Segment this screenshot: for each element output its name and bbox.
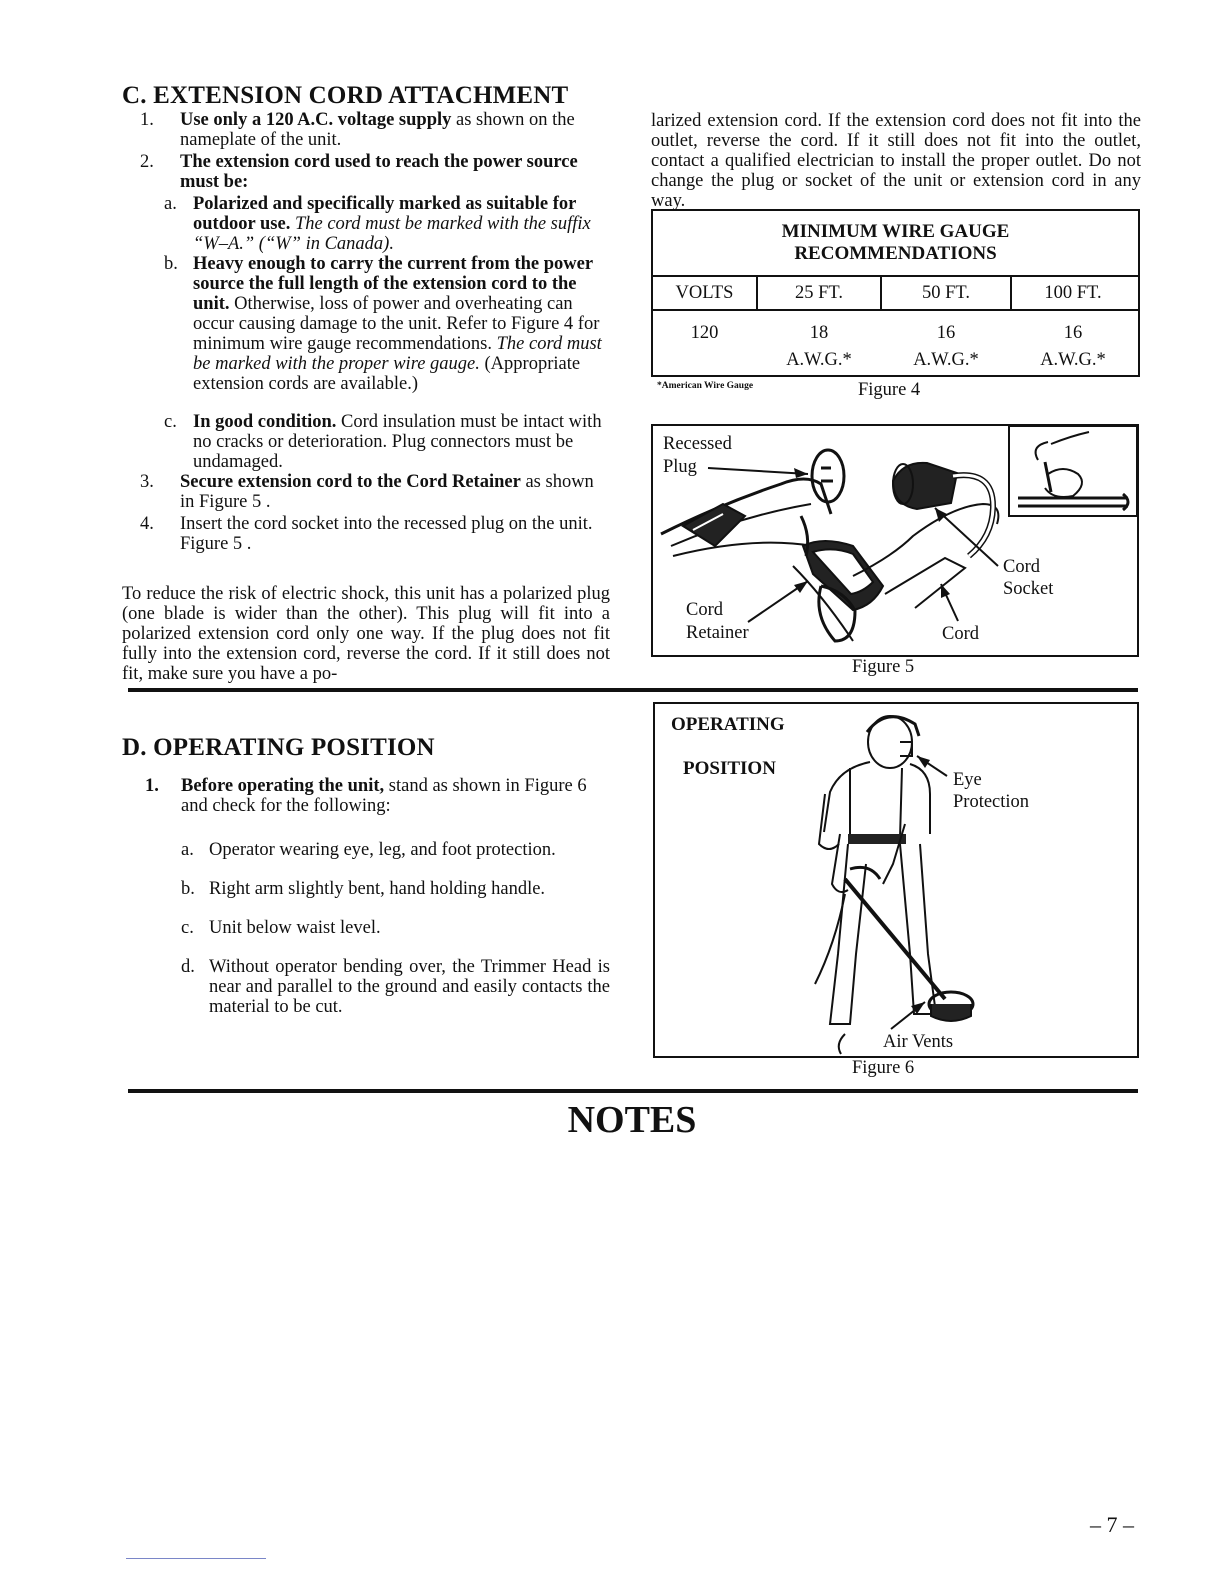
item-bold: Use only a 120 A.C. voltage supply bbox=[180, 110, 452, 130]
polarized-plug-paragraph: To reduce the risk of electric shock, this unit has a polarized plug (one blade is wider than the other). This plug will fit into a polarized extension cord only one way. If the plug does not fit fully into the extension cord, reverse the cord. If it still does not fit, make sure you have a po- bbox=[122, 584, 610, 684]
item-number: 3. bbox=[140, 472, 154, 492]
item-bold: Polarized and specifically marked as suitable for outdoor use. bbox=[193, 194, 576, 234]
item-bold: In good condition. bbox=[193, 412, 337, 432]
list-item bbox=[145, 879, 610, 918]
item-plain: Cord insulation must be intact with no cracks or deterioration. Plug connectors must be undamaged. bbox=[193, 412, 602, 472]
table-footnote: *American Wire Gauge bbox=[657, 381, 754, 391]
item-number: 1. bbox=[140, 110, 154, 130]
wire-gauge-table bbox=[651, 209, 1140, 377]
list-item bbox=[145, 776, 610, 840]
figure6-box bbox=[653, 702, 1139, 1058]
item-text bbox=[180, 472, 610, 512]
label-air-vents: Air Vents bbox=[883, 1032, 954, 1052]
table-title-line1: MINIMUM WIRE GAUGE bbox=[781, 221, 1010, 242]
label-cord-socket-1: Cord bbox=[1003, 557, 1040, 577]
item-text bbox=[193, 412, 610, 472]
list-item bbox=[140, 412, 610, 472]
item-number: 4. bbox=[140, 514, 154, 534]
item-bold: Before operating the unit, bbox=[181, 776, 385, 796]
label-cord: Cord bbox=[942, 624, 979, 644]
notes-divider bbox=[128, 1089, 1138, 1093]
list-item bbox=[140, 110, 610, 152]
list-item bbox=[140, 194, 610, 254]
item-letter: d. bbox=[181, 957, 195, 977]
item-plain: Otherwise, loss of power and overheating can occur causing damage to the unit. Refer to Figure 4 for minimum wire gauge recommendations. bbox=[193, 294, 600, 354]
cell-100ft-unit: A.W.G.* bbox=[1040, 350, 1106, 370]
item-text bbox=[180, 110, 610, 150]
section-d-heading: D. OPERATING POSITION bbox=[122, 734, 435, 761]
label-plug: Plug bbox=[663, 457, 697, 477]
list-item bbox=[140, 152, 610, 194]
item-plain: stand as shown in Figure 6 and check for the following: bbox=[181, 776, 587, 816]
item-bold: Heavy enough to carry the current from the power source the full length of the extension cord to the unit. bbox=[193, 254, 593, 314]
item-text bbox=[193, 254, 610, 394]
header-50ft: 50 FT. bbox=[882, 277, 1012, 309]
label-recessed: Recessed bbox=[663, 434, 732, 454]
list-item bbox=[140, 254, 610, 412]
cell-50ft-unit: A.W.G.* bbox=[913, 350, 979, 370]
section-c-list bbox=[140, 110, 610, 556]
item-plain: Right arm slightly bent, hand holding handle. bbox=[209, 879, 546, 899]
item-letter: a. bbox=[164, 194, 177, 214]
operator-illustration bbox=[655, 704, 1137, 1056]
footer-line bbox=[126, 1558, 266, 1559]
header-25ft: 25 FT. bbox=[758, 277, 882, 309]
figure6-title-line2: POSITION bbox=[683, 758, 776, 779]
header-volts: VOLTS bbox=[653, 277, 758, 309]
item-italic: The cord must be marked with the proper wire gauge. bbox=[193, 334, 602, 374]
item-plain: Operator wearing eye, leg, and foot protection. bbox=[209, 840, 556, 860]
item-plain: (Appropriate extension cords are available.) bbox=[193, 354, 581, 394]
item-plain: Without operator bending over, the Trimmer Head is near and parallel to the ground and easily contacts the material to be cut. bbox=[209, 957, 610, 1017]
item-number: 1. bbox=[145, 776, 159, 796]
list-item bbox=[145, 957, 610, 1021]
item-letter: b. bbox=[164, 254, 178, 274]
table-title-line2: RECOMMENDATIONS bbox=[794, 243, 997, 264]
item-italic: The cord must be marked with the suffix “W–A.” (“W” in Canada). bbox=[193, 214, 591, 254]
cell-25ft-value: 18 bbox=[809, 323, 829, 343]
item-plain: Unit below waist level. bbox=[209, 918, 381, 938]
item-text bbox=[181, 776, 610, 816]
label-eye: Eye bbox=[953, 770, 982, 790]
item-number: 2. bbox=[140, 152, 154, 172]
item-bold: The extension cord used to reach the power source must be: bbox=[180, 152, 578, 192]
item-letter: b. bbox=[181, 879, 195, 899]
cell-100ft-value: 16 bbox=[1063, 323, 1083, 343]
figure6-title-line1: OPERATING bbox=[671, 714, 785, 735]
item-plain: Insert the cord socket into the recessed plug on the unit. Figure 5 . bbox=[180, 514, 593, 554]
figure5-box bbox=[651, 424, 1139, 657]
cell-volts: 120 bbox=[690, 323, 719, 343]
polarized-continuation-paragraph: larized extension cord. If the extension cord does not fit into the outlet, reverse the cord. If it still does not fit into the outlet, contact a qualified electrician to install the proper outlet. Do not change the plug or socket of the unit or extension cord in any way. bbox=[651, 111, 1141, 211]
cell-50ft-value: 16 bbox=[936, 323, 956, 343]
item-plain: as shown on the nameplate of the unit. bbox=[180, 110, 575, 150]
section-c-heading: C. EXTENSION CORD ATTACHMENT bbox=[122, 82, 569, 109]
section-divider bbox=[128, 688, 1138, 692]
page-number: – 7 – bbox=[1090, 1512, 1134, 1537]
label-cord-socket-2: Socket bbox=[1003, 579, 1054, 599]
item-letter: c. bbox=[164, 412, 177, 432]
item-bold: Secure extension cord to the Cord Retainer bbox=[180, 472, 521, 492]
list-item bbox=[145, 840, 610, 879]
table-divider bbox=[653, 309, 1138, 311]
list-item bbox=[145, 918, 610, 957]
figure4-caption: Figure 4 bbox=[858, 380, 921, 400]
notes-heading: NOTES bbox=[567, 1099, 697, 1141]
list-item bbox=[140, 472, 610, 514]
label-cord-retainer-1: Cord bbox=[686, 600, 723, 620]
figure6-caption: Figure 6 bbox=[852, 1058, 915, 1078]
item-plain: as shown in Figure 5 . bbox=[180, 472, 594, 512]
figure5-caption: Figure 5 bbox=[852, 657, 915, 677]
cell-25ft-unit: A.W.G.* bbox=[786, 350, 852, 370]
section-d-list bbox=[145, 776, 610, 1021]
item-letter: a. bbox=[181, 840, 194, 860]
plug-and-cord-illustration bbox=[653, 426, 1137, 655]
item-letter: c. bbox=[181, 918, 194, 938]
item-text bbox=[193, 194, 610, 254]
header-100ft: 100 FT. bbox=[1044, 283, 1102, 303]
label-protection: Protection bbox=[953, 792, 1030, 812]
list-item bbox=[140, 514, 610, 556]
label-cord-retainer-2: Retainer bbox=[686, 623, 749, 643]
